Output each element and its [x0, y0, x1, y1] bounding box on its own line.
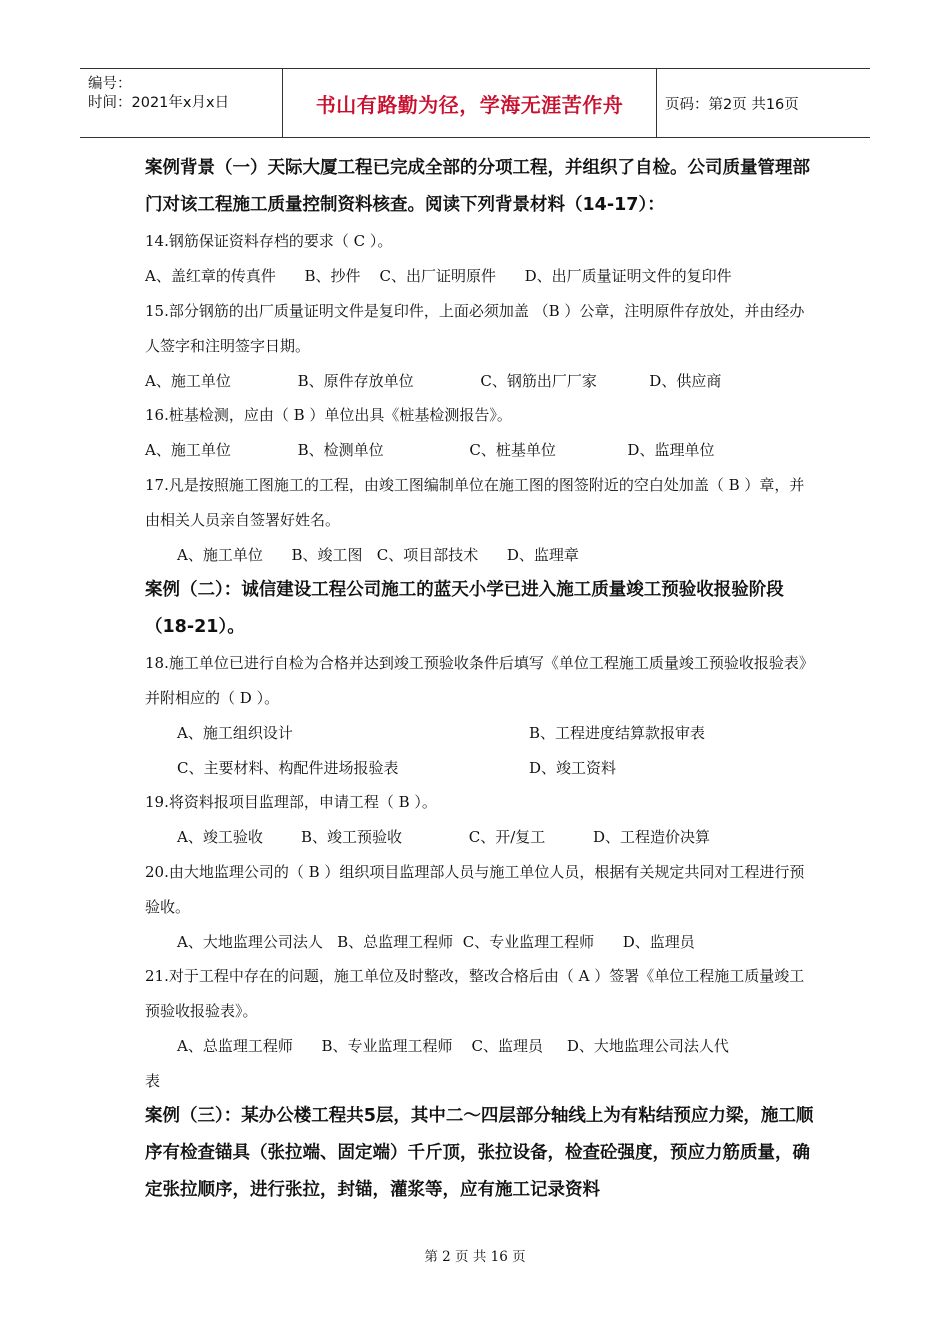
option-d: D、竣工资料 — [529, 758, 617, 777]
question-17-options: A、施工单位 B、竣工图 C、项目部技术 D、监理章 — [177, 545, 579, 564]
header-meta — [80, 69, 283, 137]
question-15-options: A、施工单位 B、原件存放单位 C、钢筋出厂厂家 D、供应商 — [145, 371, 722, 390]
page-label: 页码：第2页 共16页 — [665, 96, 799, 113]
question-20: 20.由大地监理公司的（ B ）组织项目监理部人员与施工单位人员，根据有关规定共同对工程进行预验收。 — [145, 862, 805, 916]
option-c: C、主要材料、构配件进场报验表 — [177, 758, 399, 777]
question-14: 14.钢筋保证资料存档的要求（ C ）。 — [145, 232, 393, 250]
header-page-cell — [657, 69, 870, 137]
question-19: 19.将资料报项目监理部，申请工程（ B ）。 — [145, 793, 437, 811]
question-16: 16.桩基检测，应由（ B ）单位出具《桩基检测报告》。 — [145, 406, 512, 424]
option-a: A、施工组织设计 — [177, 724, 293, 742]
question-15: 15.部分钢筋的出厂质量证明文件是复印件，上面必须加盖 （B ）公章，注明原件存放处，并由经办人签字和注明签字日期。 — [145, 301, 805, 355]
question-18-options — [145, 716, 817, 785]
number-label: 编号： — [88, 76, 132, 92]
document-body — [145, 150, 817, 1209]
option-b: B、工程进度结算款报审表 — [529, 724, 706, 742]
question-20-options: A、大地监理公司法人 B、总监理工程师 C、专业监理工程师 D、监理员 — [177, 932, 695, 951]
page-footer: 第 2 页 共 16 页 — [424, 1249, 526, 1265]
question-19-options: A、竣工验收 B、竣工预验收 C、开/复工 D、工程造价决算 — [177, 828, 710, 846]
header-motto-cell — [283, 69, 657, 137]
question-21: 21.对于工程中存在的问题，施工单位及时整改，整改合格后由（ A ）签署《单位工程施工质量竣工预验收报验表》。 — [145, 967, 805, 1020]
question-21-options-wrap: 表 — [145, 1071, 161, 1090]
case-2-title: 案例（二）：诚信建设工程公司施工的蓝天小学已进入施工质量竣工预验收报验阶段（18-21）。 — [145, 580, 784, 637]
case-3-title: 案例（三）：某办公楼工程共5层，其中二～四层部分轴线上为有粘结预应力梁，施工顺序有检查锚具（张拉端、固定端）千斤顶，张拉设备，检查砼强度，预应力筋质量，确定张拉顺序，进行张拉，封锚，灌浆等，应有施工记录资料 — [145, 1106, 814, 1200]
case-1-title: 案例背景（一）天际大厦工程已完成全部的分项工程，并组织了自检。公司质量管理部门对该工程施工质量控制资料核查。阅读下列背景材料（14-17）： — [145, 158, 810, 215]
motto: 书山有路勤为径，学海无涯苦作舟 — [315, 92, 624, 117]
time-label: 时间：2021年x月x日 — [88, 95, 230, 111]
question-14-options: A、盖红章的传真件 B、抄件 C、出厂证明原件 D、出厂质量证明文件的复印件 — [145, 267, 732, 285]
question-17: 17.凡是按照施工图施工的工程，由竣工图编制单位在施工图的图签附近的空白处加盖（ B ）章，并由相关人员亲自签署好姓名。 — [145, 475, 805, 529]
question-16-options: A、施工单位 B、检测单位 C、桩基单位 D、监理单位 — [145, 441, 715, 459]
question-18: 18.施工单位已进行自检为合格并达到竣工预验收条件后填写《单位工程施工质量竣工预验收报验表》并附相应的（ D ）。 — [145, 654, 814, 707]
question-21-options: A、总监理工程师 B、专业监理工程师 C、监理员 D、大地监理公司法人代 — [177, 1037, 729, 1055]
page-header — [80, 68, 870, 138]
